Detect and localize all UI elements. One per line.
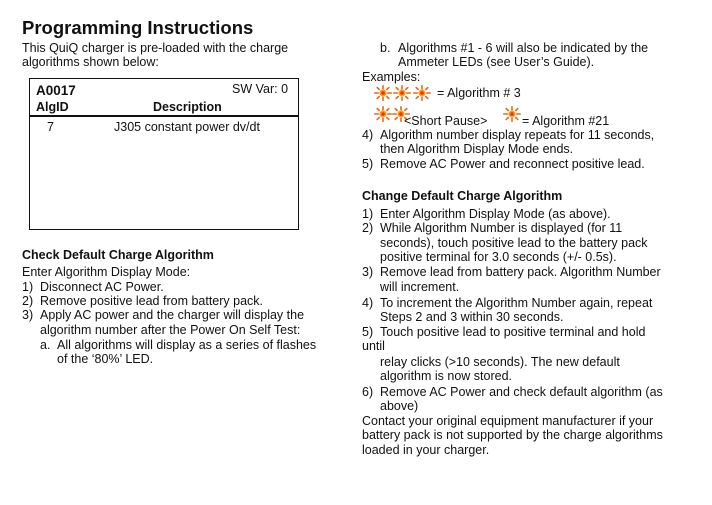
- led-flash-icon: [393, 85, 411, 101]
- column-header-algid: AlgID: [36, 100, 69, 114]
- step-text: To increment the Algorithm Number again, repeat: [380, 296, 653, 310]
- contact-line: Contact your original equipment manufacturer if your: [362, 414, 654, 428]
- substep-text: Ammeter LEDs (see User’s Guide).: [398, 55, 595, 69]
- step-text: While Algorithm Number is displayed (for 11: [380, 221, 623, 235]
- step-number: 3): [362, 265, 374, 279]
- short-pause-text: <Short Pause>: [404, 114, 488, 128]
- change-heading: Change Default Charge Algorithm: [362, 189, 563, 203]
- intro-line: algorithms shown below:: [22, 55, 159, 69]
- examples-label: Examples:: [362, 70, 421, 84]
- example-2-text: = Algorithm #21: [522, 114, 610, 128]
- step-text: Remove positive lead from battery pack.: [40, 294, 264, 308]
- step-text: will increment.: [380, 280, 460, 294]
- step-text: Disconnect AC Power.: [40, 280, 164, 294]
- step-number: 1): [22, 280, 34, 294]
- step-text-cont: until: [362, 339, 385, 353]
- contact-line: loaded in your charger.: [362, 443, 490, 457]
- table-cell-algid: 7: [47, 120, 54, 134]
- check-enter-line: Enter Algorithm Display Mode:: [22, 265, 191, 279]
- table-id: A0017: [36, 83, 76, 98]
- step-number: 1): [362, 207, 374, 221]
- step-text: Remove lead from battery pack. Algorithm Number: [380, 265, 661, 279]
- example-1-text: = Algorithm # 3: [437, 86, 521, 100]
- step-number: 6): [362, 385, 374, 399]
- step-text: positive terminal for 3.0 seconds (+/- 0.5s).: [380, 250, 617, 264]
- page-title: Programming Instructions: [22, 17, 254, 38]
- step-text: Touch positive lead to positive terminal and hold: [380, 325, 646, 339]
- led-flash-icon: [413, 85, 431, 101]
- intro-line: This QuiQ charger is pre-loaded with the charge: [22, 41, 289, 55]
- step-number: 3): [22, 308, 34, 322]
- step-text: Enter Algorithm Display Mode (as above).: [380, 207, 611, 221]
- step-number: 5): [362, 325, 374, 339]
- step-number: 4): [362, 128, 374, 142]
- step-text: seconds), touch positive lead to the battery pack: [380, 236, 648, 250]
- step-text: then Algorithm Display Mode ends.: [380, 142, 574, 156]
- substep-text: Algorithms #1 - 6 will also be indicated by the: [398, 41, 649, 55]
- substep-letter: a.: [40, 338, 51, 352]
- sw-var: SW Var: 0: [232, 82, 289, 96]
- led-flash-icon: [503, 106, 521, 122]
- step-text-cont: relay clicks (>10 seconds). The new default: [380, 355, 620, 369]
- substep-letter: b.: [380, 41, 391, 55]
- led-flash-icon: [374, 85, 392, 101]
- column-header-description: Description: [153, 100, 222, 114]
- step-number: 4): [362, 296, 374, 310]
- step-number: 2): [22, 294, 34, 308]
- step-text: Apply AC power and the charger will display the: [40, 308, 305, 322]
- substep-text: All algorithms will display as a series of flashes: [57, 338, 317, 352]
- step-text: above): [380, 399, 419, 413]
- contact-line: battery pack is not supported by the charge algorithms: [362, 428, 663, 442]
- step-text-cont: algorithm number after the Power On Self Test:: [40, 323, 301, 337]
- table-cell-description: J305 constant power dv/dt: [114, 120, 260, 134]
- check-heading: Check Default Charge Algorithm: [22, 248, 214, 262]
- step-text: Remove AC Power and check default algorithm (as: [380, 385, 663, 399]
- table-divider: [29, 115, 299, 117]
- substep-text: of the ‘80%’ LED.: [57, 352, 154, 366]
- step-number: 2): [362, 221, 374, 235]
- step-text: Remove AC Power and reconnect positive lead.: [380, 157, 645, 171]
- step-text-cont: algorithm is now stored.: [380, 369, 513, 383]
- step-number: 5): [362, 157, 374, 171]
- step-text: Algorithm number display repeats for 11 seconds,: [380, 128, 655, 142]
- step-text: Steps 2 and 3 within 30 seconds.: [380, 310, 564, 324]
- led-flash-icon: [374, 106, 392, 122]
